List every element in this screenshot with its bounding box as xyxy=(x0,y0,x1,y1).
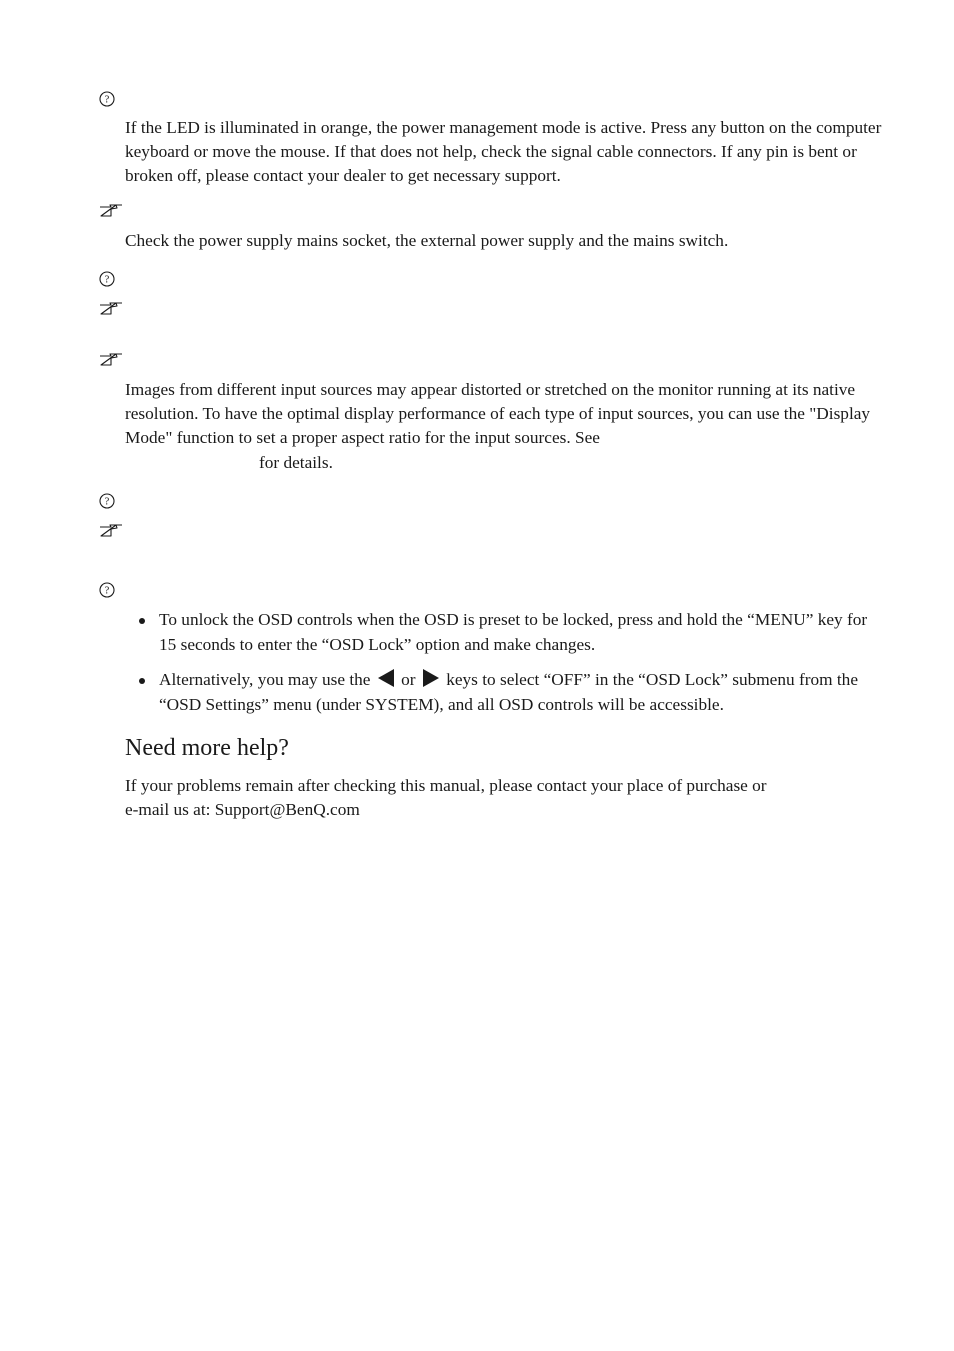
svg-text:?: ? xyxy=(104,585,110,597)
question-icon xyxy=(98,90,118,108)
left-arrow-key-icon xyxy=(378,669,394,687)
alternative-text-or: or xyxy=(401,670,416,689)
list-item xyxy=(125,608,885,657)
svg-text:?: ? xyxy=(104,496,110,508)
osd-unlock-text: To unlock the OSD controls when the OSD is preset to be locked, press and hold the “MENU” key for 15 seconds to enter the “OSD Lock” option and make changes. xyxy=(159,610,868,654)
help-line-2: e-mail us at: Support@BenQ.com xyxy=(125,800,360,820)
question-icon xyxy=(98,581,118,599)
details-text: for details. xyxy=(259,452,333,472)
help-line-1: If your problems remain after checking this manual, please contact your place of purchase or xyxy=(125,776,767,795)
power-supply-paragraph: Check the power supply mains socket, the external power supply and the mains switch. xyxy=(125,231,729,250)
list-item xyxy=(125,668,885,717)
right-arrow-key-icon xyxy=(423,669,439,687)
question-icon xyxy=(98,270,118,288)
bullet-dot xyxy=(139,678,145,684)
alternative-text-after: keys to select “OFF” in the “OSD Lock” submenu from the “OSD Settings” menu (under SYSTEM), and all OSD controls will be accessible. xyxy=(159,670,858,714)
osd-alternative-text xyxy=(159,668,885,717)
need-more-help-heading: Need more help? xyxy=(125,735,289,761)
display-mode-paragraph xyxy=(125,378,885,475)
alternative-text-before: Alternatively, you may use the xyxy=(159,670,371,689)
pointing-hand-icon xyxy=(98,522,118,540)
led-orange-paragraph: If the LED is illuminated in orange, the power management mode is active. Press any button on the computer keyboard or move the mouse. If that does not help, check the signal cable connectors. If any pin is bent or broken off, please contact your dealer to get necessary support. xyxy=(125,118,882,186)
display-mode-text: Images from different input sources may appear distorted or stretched on the monitor running at its native resolution. To have the optimal display performance of each type of input sources, you can use the "Display Mode" function to set a proper aspect ratio for the input sources. See xyxy=(125,380,871,448)
svg-text:?: ? xyxy=(104,274,110,286)
svg-text:?: ? xyxy=(104,94,110,106)
pointing-hand-icon xyxy=(98,300,118,318)
pointing-hand-icon xyxy=(98,202,118,220)
pointing-hand-icon xyxy=(98,351,118,369)
bullet-dot xyxy=(139,618,145,624)
help-paragraph xyxy=(125,774,885,822)
question-icon xyxy=(98,492,118,510)
